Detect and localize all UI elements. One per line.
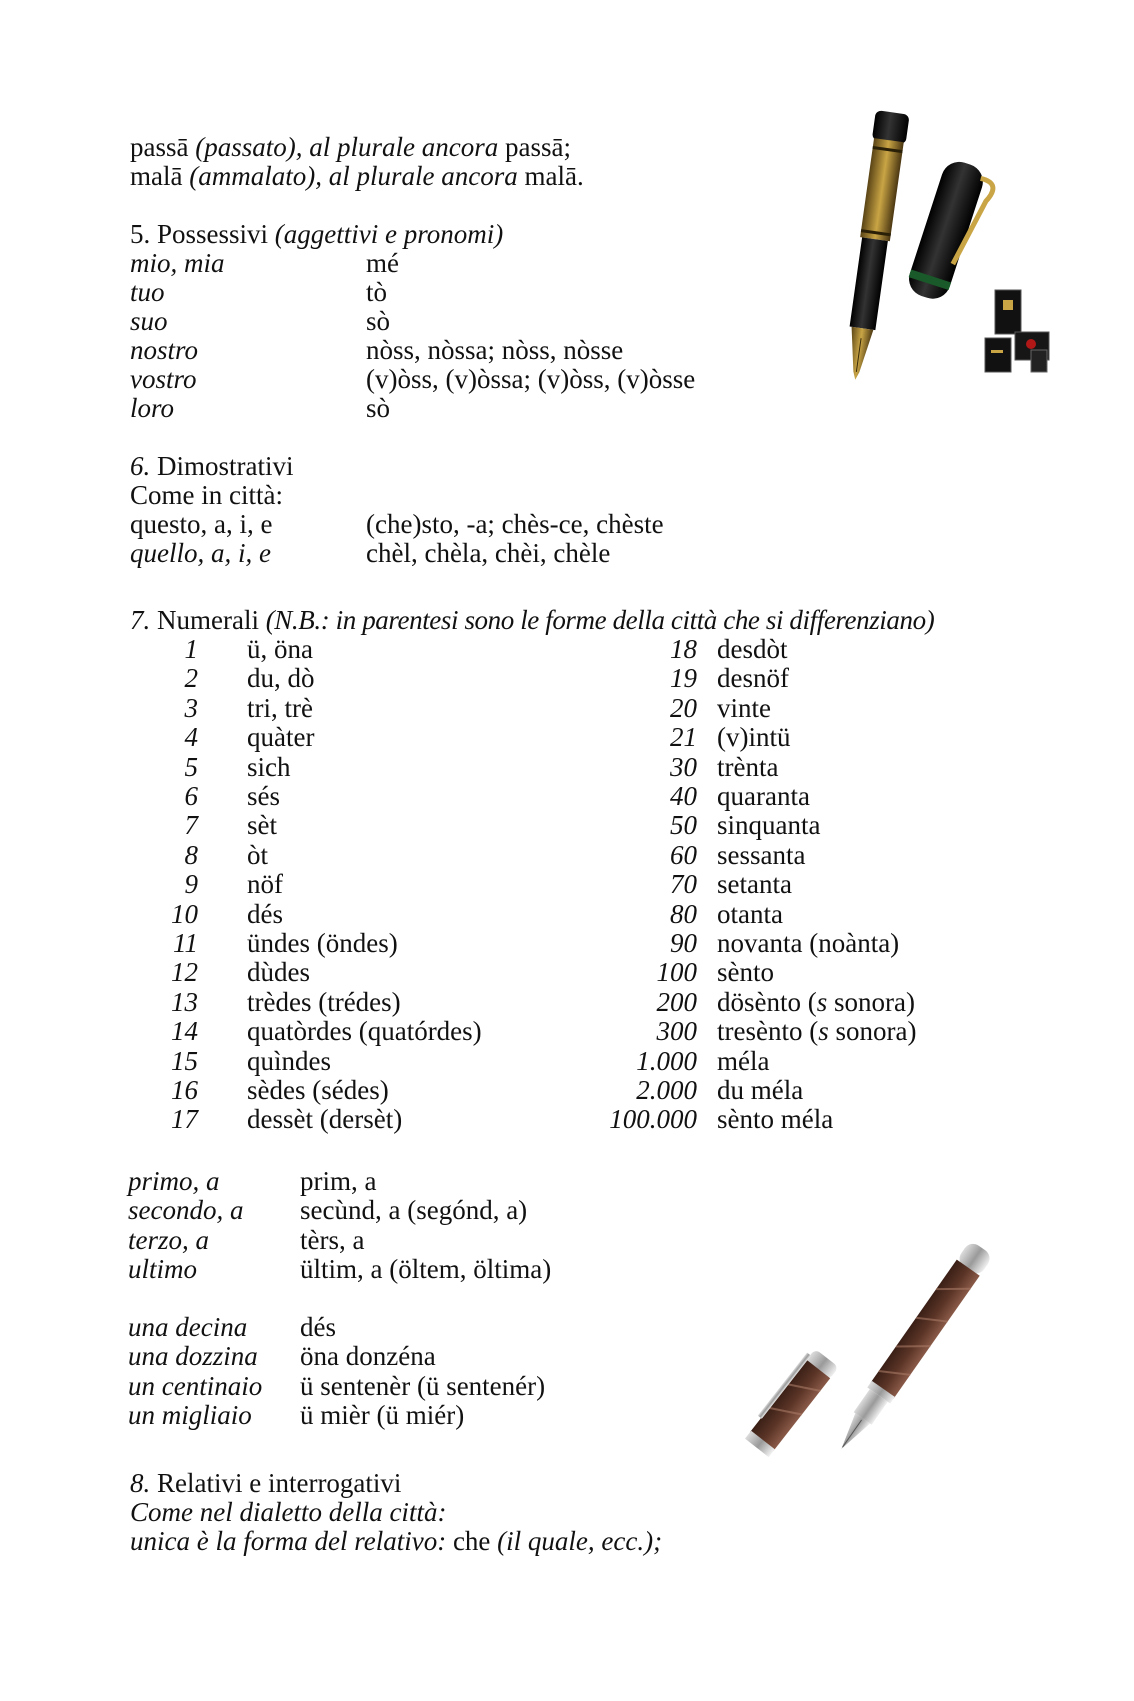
numeral-word bbox=[717, 1076, 803, 1105]
numeral-word bbox=[717, 664, 789, 693]
numeral-word: sés bbox=[247, 781, 280, 811]
numeral-note-italic: s bbox=[818, 1016, 829, 1047]
numeral-digit: 100.000 bbox=[609, 1104, 697, 1135]
numeral-digit: 40 bbox=[670, 781, 697, 811]
numeral-word bbox=[717, 958, 774, 987]
numeral-word bbox=[717, 1047, 769, 1076]
numeral-word bbox=[717, 694, 771, 723]
numeral-word-text: quaranta bbox=[717, 781, 810, 811]
numeral-digit: 1.000 bbox=[636, 1045, 697, 1076]
section-8-heading bbox=[130, 1469, 401, 1498]
numeral-word: tri, trè bbox=[247, 692, 313, 723]
dialect-term: prim, a bbox=[300, 1166, 377, 1196]
numeral-word: dùdes bbox=[247, 957, 310, 988]
numeral-word-text: otanta bbox=[717, 898, 783, 929]
numeral-word: òt bbox=[247, 839, 269, 870]
intro-dialect-plural: passā; bbox=[504, 132, 571, 162]
numeral-word: dösènto (s sonora) bbox=[717, 986, 915, 1017]
numeral-digit: 80 bbox=[670, 898, 697, 929]
numeral-digit: 9 bbox=[184, 869, 198, 900]
numeral-word: quàter bbox=[247, 722, 315, 753]
pen-cap bbox=[904, 157, 998, 307]
numeral-digit: 2.000 bbox=[636, 1075, 697, 1105]
numeral-word-text: sènto méla bbox=[717, 1104, 834, 1135]
numeral-note-italic: s bbox=[816, 986, 828, 1017]
numeral-word-text: du méla bbox=[717, 1075, 804, 1105]
italian-term: quello, a, i, e bbox=[130, 538, 271, 568]
numeral-word: quatòrdes (quatórdes) bbox=[247, 1016, 482, 1047]
section-6-intro: Come in città: bbox=[130, 480, 283, 510]
italian-term: una dozzina bbox=[128, 1341, 258, 1372]
numeral-digit: 2 bbox=[184, 663, 198, 694]
numeral-digit: 16 bbox=[171, 1075, 198, 1105]
numeral-digit: 10 bbox=[171, 898, 198, 929]
numeral-word: dessèt (dersèt) bbox=[247, 1104, 403, 1135]
numeral-word bbox=[717, 929, 899, 958]
italian-term: ultimo bbox=[128, 1254, 198, 1285]
numeral-digit: 14 bbox=[171, 1016, 198, 1047]
numeral-digit: 60 bbox=[670, 839, 697, 870]
marbled-pen-image bbox=[712, 1228, 1007, 1458]
numeral-word: sich bbox=[247, 751, 291, 782]
dialect-term: secùnd, a (segónd, a) bbox=[300, 1195, 528, 1226]
pen-barrel bbox=[830, 1240, 993, 1457]
italian-note: (il quale, ecc.); bbox=[497, 1526, 663, 1556]
dialect-term: sò bbox=[366, 393, 391, 423]
numeral-word: nöf bbox=[247, 869, 283, 900]
dialect-term: tèrs, a bbox=[300, 1224, 365, 1255]
intro-line-2 bbox=[130, 162, 584, 191]
numeral-word: sèdes (sédes) bbox=[247, 1075, 389, 1105]
numeral-word: dés bbox=[247, 898, 283, 929]
dialect-term: sò bbox=[366, 306, 391, 336]
dialect-term: nòss, nòssa; nòss, nòsse bbox=[366, 335, 624, 365]
numeral-digit: 8 bbox=[184, 839, 198, 870]
numeral-word: tresènto (s sonora) bbox=[717, 1016, 917, 1047]
numeral-word bbox=[717, 870, 792, 899]
numeral-word-text: sènto bbox=[717, 957, 774, 988]
section-8-intro: Come nel dialetto della città: bbox=[130, 1497, 447, 1527]
section-title: Numerali bbox=[157, 605, 259, 635]
intro-note: (passato), al plurale ancora bbox=[195, 132, 499, 162]
numeral-word-text: tresènto bbox=[717, 1016, 803, 1047]
numeral-word bbox=[717, 753, 778, 782]
numeral-digit: 50 bbox=[670, 810, 697, 841]
numeral-word-text: méla bbox=[717, 1045, 770, 1076]
section-title: Relativi e interrogativi bbox=[157, 1468, 402, 1498]
numeral-digit: 13 bbox=[171, 986, 198, 1017]
numeral-word bbox=[717, 723, 791, 752]
italian-term: un migliaio bbox=[128, 1400, 252, 1431]
section-title: Possessivi bbox=[157, 219, 269, 249]
dialect-term: ü sentenèr (ü sentenér) bbox=[300, 1370, 546, 1401]
numeral-digit: 15 bbox=[171, 1045, 198, 1076]
numeral-digit: 7 bbox=[184, 810, 198, 841]
numeral-digit: 1 bbox=[184, 634, 198, 664]
numeral-word-text: sessanta bbox=[717, 839, 806, 870]
numeral-note: sonora) bbox=[834, 986, 915, 1017]
dialect-term: (che)sto, -a; chès-ce, chèste bbox=[366, 509, 664, 539]
section-number: 8. bbox=[130, 1468, 151, 1498]
numeral-digit: 3 bbox=[184, 692, 198, 723]
numeral-digit: 18 bbox=[670, 634, 697, 664]
numeral-digit: 5 bbox=[184, 751, 198, 782]
section-5-heading bbox=[130, 220, 503, 249]
dialect-term: che bbox=[452, 1526, 491, 1556]
numeral-digit: 300 bbox=[656, 1016, 697, 1047]
numeral-word-text: vinte bbox=[717, 692, 771, 723]
numeral-digit: 70 bbox=[670, 869, 697, 900]
numeral-digit: 4 bbox=[184, 722, 198, 753]
section-number: 6. bbox=[130, 451, 151, 481]
numeral-word bbox=[717, 811, 820, 840]
numeral-digit: 90 bbox=[670, 928, 697, 958]
numeral-word bbox=[717, 1105, 833, 1134]
numeral-word bbox=[717, 782, 810, 811]
fountain-pen-image bbox=[835, 110, 1050, 410]
dialect-term: tò bbox=[366, 277, 388, 307]
italian-term: terzo, a bbox=[128, 1224, 209, 1255]
numeral-word-text: (v)intü bbox=[717, 722, 791, 753]
section-number: 7. bbox=[130, 605, 151, 635]
numeral-word-text: desnöf bbox=[717, 663, 789, 694]
dialect-term: dés bbox=[300, 1312, 336, 1342]
dialect-term: chèl, chèla, chèi, chèle bbox=[366, 538, 611, 568]
italian-phrase: unica è la forma del relativo: bbox=[130, 1526, 447, 1556]
italian-term: nostro bbox=[130, 335, 199, 365]
numeral-word bbox=[717, 900, 783, 929]
italian-term: tuo bbox=[130, 277, 165, 307]
section-note: (N.B.: in parentesi sono le forme della città che si differenziano) bbox=[265, 605, 935, 635]
pen-boxes bbox=[985, 290, 1049, 372]
numeral-word: sèt bbox=[247, 810, 277, 841]
numeral-word-text: trènta bbox=[717, 751, 779, 782]
intro-dialect: passā bbox=[130, 132, 189, 162]
intro-dialect-plural: malā. bbox=[524, 161, 584, 191]
section-title: Dimostrativi bbox=[157, 451, 294, 481]
numeral-digit: 100 bbox=[656, 957, 697, 988]
italian-term: una decina bbox=[128, 1312, 248, 1342]
italian-term: loro bbox=[130, 393, 175, 423]
italian-term: mio, mia bbox=[130, 248, 225, 278]
numeral-word: ü, öna bbox=[247, 634, 313, 664]
italian-term: primo, a bbox=[128, 1166, 220, 1196]
dialect-term: (v)òss, (v)òssa; (v)òss, (v)òsse bbox=[366, 364, 696, 394]
dialect-term: ü mièr (ü miér) bbox=[300, 1400, 465, 1431]
intro-line-1 bbox=[130, 133, 571, 162]
numeral-word-text: setanta bbox=[717, 869, 792, 900]
intro-dialect: malā bbox=[130, 161, 183, 191]
numeral-note: sonora) bbox=[835, 1016, 917, 1047]
italian-term: un centinaio bbox=[128, 1370, 263, 1401]
section-6-heading bbox=[130, 452, 294, 481]
dialect-term: ültim, a (öltem, öltima) bbox=[300, 1254, 552, 1285]
italian-term: vostro bbox=[130, 364, 197, 394]
numeral-digit: 12 bbox=[171, 957, 198, 988]
section-7-heading bbox=[130, 606, 934, 635]
numeral-digit: 6 bbox=[184, 781, 198, 811]
numeral-word: du, dò bbox=[247, 663, 315, 694]
pen-body bbox=[838, 110, 909, 382]
italian-term: suo bbox=[130, 306, 168, 336]
numeral-digit: 30 bbox=[670, 751, 697, 782]
dialect-term: mé bbox=[366, 248, 399, 278]
numeral-word-text: dösènto bbox=[717, 986, 801, 1017]
dialect-term: öna donzéna bbox=[300, 1341, 436, 1372]
numeral-digit: 21 bbox=[670, 722, 697, 753]
numeral-word: ündes (öndes) bbox=[247, 928, 398, 958]
numeral-word bbox=[717, 635, 788, 664]
numeral-word-text: sinquanta bbox=[717, 810, 821, 841]
numeral-digit: 200 bbox=[656, 986, 697, 1017]
numeral-word: trèdes (trédes) bbox=[247, 986, 401, 1017]
numeral-word-text: desdòt bbox=[717, 634, 788, 664]
intro-note: (ammalato), al plurale ancora bbox=[189, 161, 518, 191]
numeral-digit: 11 bbox=[173, 928, 198, 958]
numeral-digit: 20 bbox=[670, 692, 697, 723]
numeral-digit: 19 bbox=[670, 663, 697, 694]
italian-term: secondo, a bbox=[128, 1195, 244, 1226]
numeral-digit: 17 bbox=[171, 1104, 198, 1135]
section-8-line-2 bbox=[130, 1527, 662, 1556]
italian-term: questo, a, i, e bbox=[130, 509, 273, 539]
numeral-word: quìndes bbox=[247, 1045, 331, 1076]
section-subtitle: (aggettivi e pronomi) bbox=[274, 219, 504, 249]
section-number: 5. bbox=[130, 219, 151, 249]
numeral-word bbox=[717, 841, 805, 870]
pen-cap bbox=[742, 1346, 839, 1457]
numeral-word-text: novanta (noànta) bbox=[717, 928, 900, 958]
